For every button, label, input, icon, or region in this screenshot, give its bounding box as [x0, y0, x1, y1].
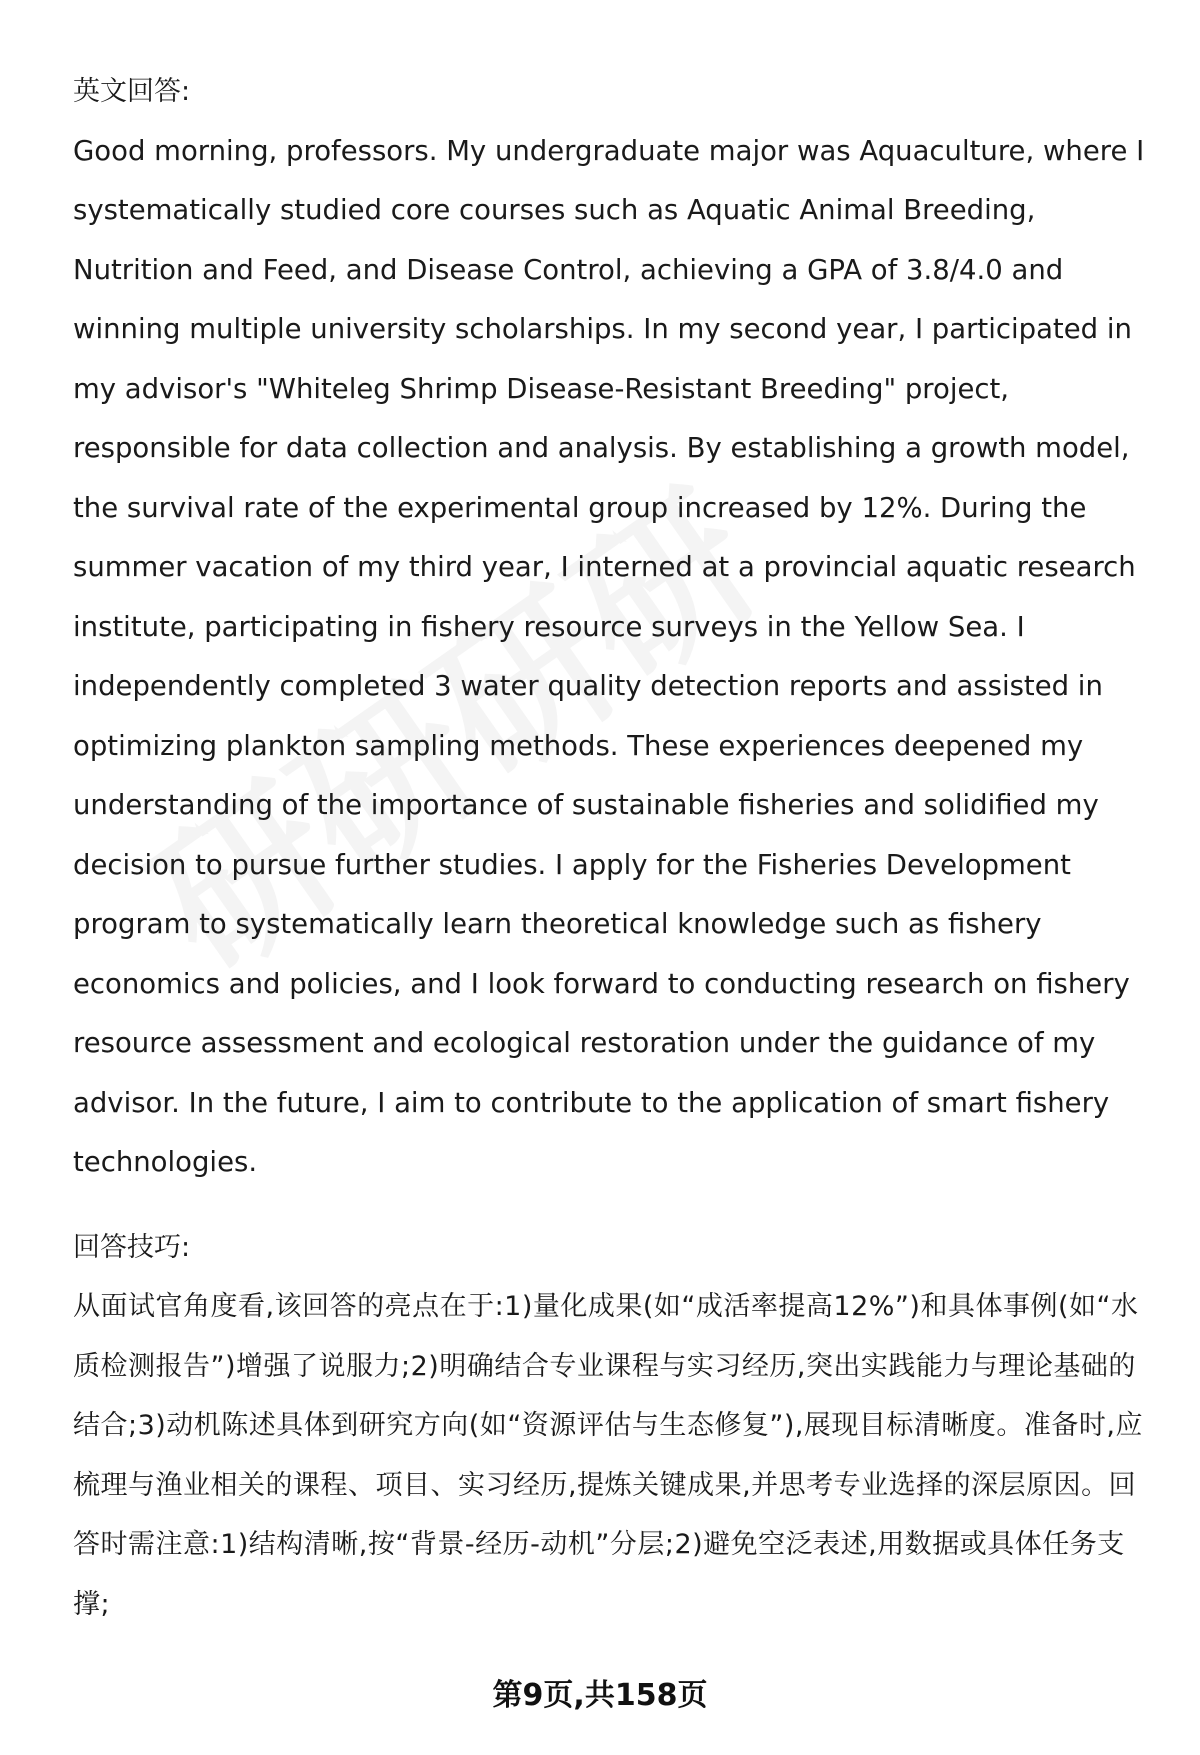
page-content	[73, 62, 1153, 1634]
answer-tips-label: 回答技巧:	[73, 1231, 191, 1263]
answer-tips-text: 从面试官角度看,该回答的亮点在于:1)量化成果(如“成活率提高12%”)和具体事例(如“水质检测报告”)增强了说服力;2)明确结合专业课程与实习经历,突出实践能力与理论基础的结合;3)动机陈述具体到研究方向(如“资源评估与生态修复”),展现目标清晰度。准备时,应梳理与渔业相关的课程、项目、实习经历,提炼关键成果,并思考专业选择的深层原因。回答时需注意:1)结构清晰,按“背景-经历-动机”分层;2)避免空泛表述,用数据或具体任务支撑;	[73, 1291, 1144, 1620]
english-answer-text: Good morning, professors. My undergraduate major was Aquaculture, where I systematically studied core courses such as Aquatic Animal Breeding, Nutrition and Feed, and Disease Control, achieving a GPA of 3.8/4.0 and winning multiple university scholarships. In my second year, I participated in my advisor's "Whiteleg Shrimp Disease-Resistant Breeding" project, responsible for data collection and analysis. By establishing a growth model, the survival rate of the experimental group increased by 12%. During the summer vacation of my third year, I interned at a provincial aquatic research institute, participating in fishery resource surveys in the Yellow Sea. I independently completed 3 water quality detection reports and assisted in optimizing plankton sampling methods. These experiences deepened my understanding of the importance of sustainable fisheries and solidified my decision to pursue further studies. I apply for the Fisheries Development program to systematically learn theoretical knowledge such as fishery economics and policies, and I look forward to conducting research on fishery resource assessment and ecological restoration under the guidance of my advisor. In the future, I aim to contribute to the application of smart fishery technologies.	[73, 134, 1145, 1178]
page-number-footer: 第9页,共158页	[492, 1678, 708, 1713]
section-gap	[73, 1193, 1153, 1218]
english-answer-label: 英文回答:	[73, 76, 191, 107]
